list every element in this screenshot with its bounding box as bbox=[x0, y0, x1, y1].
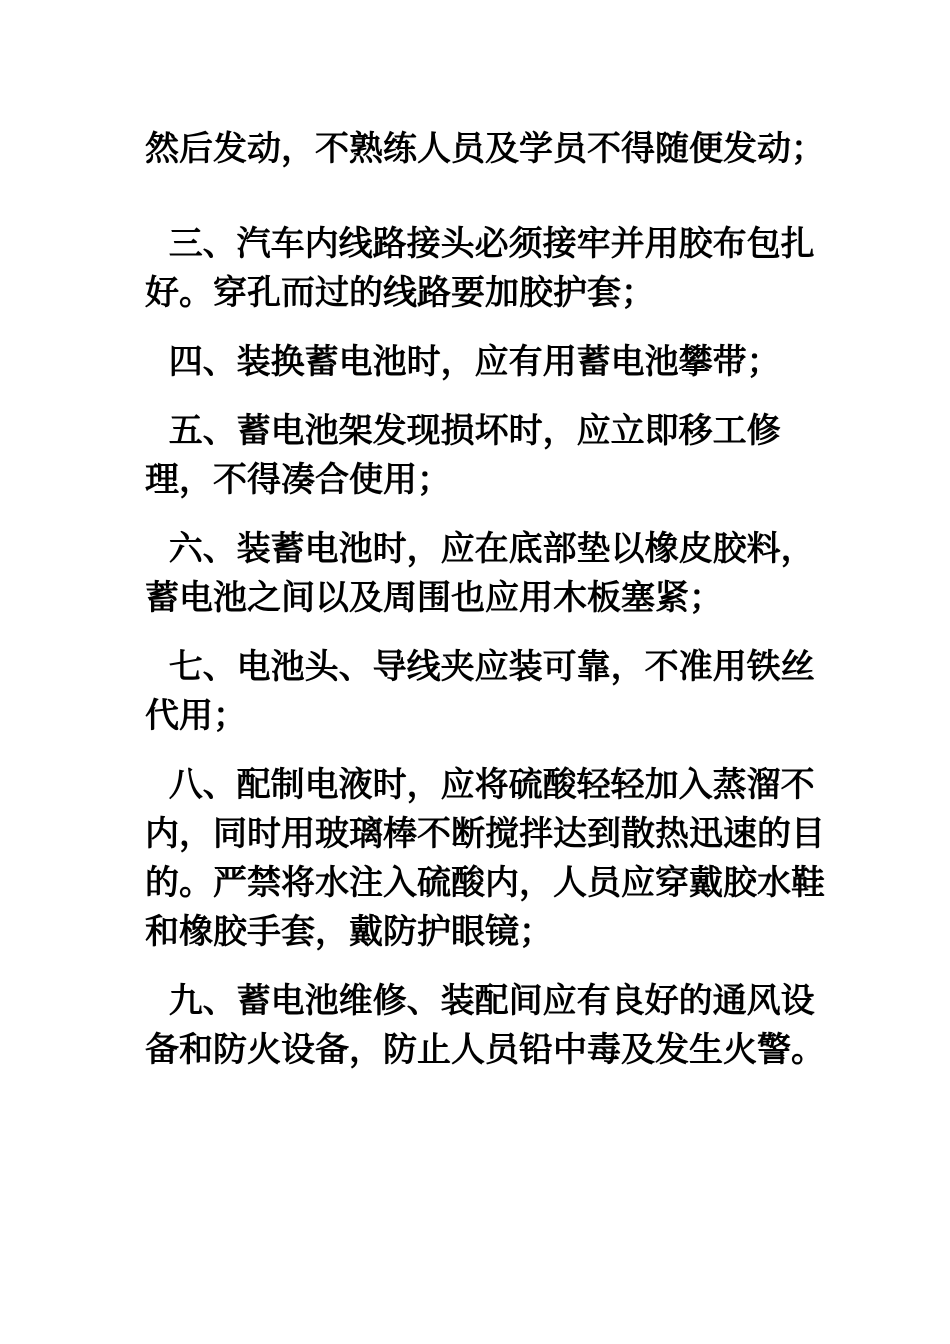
paragraph-item-5: 五、蓄电池架发现损坏时，应立即移工修理，不得凑合使用； bbox=[145, 411, 781, 500]
paragraph-item-9: 九、蓄电池维修、装配间应有良好的通风设备和防火设备，防止人员铅中毒及发生火警。 bbox=[145, 981, 825, 1070]
paragraph-continuation: 然后发动，不熟练人员及学员不得随便发动； bbox=[145, 129, 825, 169]
paragraph-item-8: 八、配制电液时，应将硫酸轻轻加入蒸溜不内，同时用玻璃棒不断搅拌达到散热迅速的目的。严禁将水注入硫酸内，人员应穿戴胶水鞋和橡胶手套，戴防护眼镜； bbox=[145, 765, 825, 952]
paragraph-item-4: 四、装换蓄电池时，应有用蓄电池攀带； bbox=[145, 342, 781, 382]
document-body bbox=[145, 125, 825, 1075]
paragraph-item-7: 七、电池头、导线夹应装可靠，不准用铁丝代用； bbox=[145, 647, 815, 736]
paragraph-item-3: 三、汽车内线路接头必须接牢并用胶布包扎好。穿孔而过的线路要加胶护套； bbox=[145, 224, 815, 313]
paragraph-item-6: 六、装蓄电池时，应在底部垫以橡皮胶料，蓄电池之间以及周围也应用木板塞紧； bbox=[145, 529, 815, 618]
